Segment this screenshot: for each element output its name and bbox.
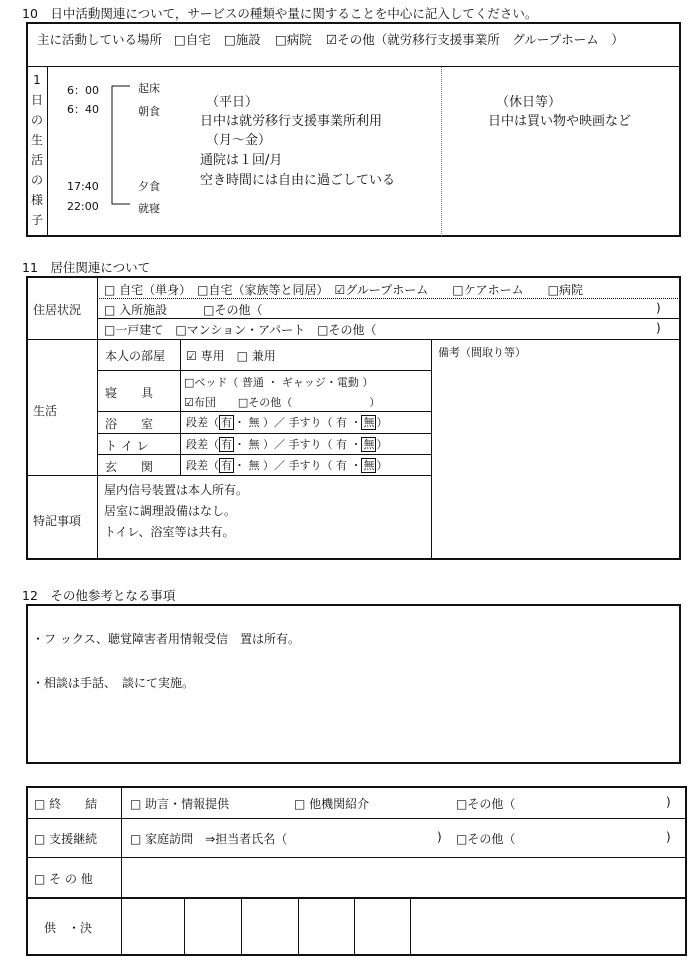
reference-line: ・相談は手話、 談にて実施。: [32, 676, 195, 690]
time-breakfast: 6：40: [67, 103, 99, 116]
divider: [97, 298, 680, 299]
section-12-heading: 12 その他参考となる事項: [22, 588, 176, 603]
weekday-line: 日中は就労移行支援事業所利用: [200, 114, 383, 129]
divider: [97, 370, 431, 371]
paren-close: ): [656, 321, 661, 335]
residence-options-row3[interactable]: □一戸建て □マンション・アパート □その他（: [104, 323, 377, 337]
divider: [27, 857, 686, 858]
main-place-label: 主に活動している場所: [37, 32, 163, 47]
paren-close: ): [656, 301, 661, 315]
paren-close: ): [666, 830, 671, 844]
section-11-heading: 11 居住関連について: [22, 260, 151, 275]
divider: [47, 67, 48, 236]
divider: [27, 339, 680, 340]
reference-line: ・フ ックス、聴覚障害者用情報受信 置は所有。: [32, 632, 301, 646]
residence-options-row2[interactable]: □ 入所施設 □その他（: [104, 303, 263, 317]
entrance-label: 玄 関: [105, 460, 154, 474]
approval-cell-divider: [410, 898, 411, 955]
entrance-step-options[interactable]: 段差（ 有 ・ 無 ）／ 手すり（ 有 ・ 無 ）: [186, 459, 388, 472]
holiday-heading: （休日等）: [496, 95, 562, 110]
divider: [97, 433, 431, 434]
holiday-line: 日中は買い物や映画など: [488, 114, 632, 129]
divider: [27, 475, 431, 476]
option-facility[interactable]: □施設: [224, 32, 261, 47]
divider: [431, 339, 432, 559]
toilet-step-options[interactable]: 段差（ 有 ・ 無 ）／ 手すり（ 有 ・ 無 ）: [186, 438, 388, 451]
advice-option[interactable]: □ 助言・情報提供: [130, 797, 230, 811]
paren-close: ): [666, 795, 671, 809]
section-10-heading: 10 日中活動関連について，サービスの種類や量に関することを中心に記入してください。: [22, 6, 538, 21]
divider: [97, 454, 431, 455]
own-room-label: 本人の部屋: [105, 349, 166, 363]
approval-cell-divider: [354, 898, 355, 955]
referral-option[interactable]: □ 他機関紹介: [294, 797, 370, 811]
event-dinner: 夕食: [138, 180, 160, 193]
selected-yes: 有: [221, 459, 232, 472]
daily-life-side-label: 1 日 の 生 活 の 様 子: [30, 73, 43, 227]
end-other-option[interactable]: □その他（: [456, 797, 516, 811]
divider: [441, 67, 442, 236]
time-dinner: 17:40: [67, 180, 99, 193]
toilet-label: ト イ レ: [105, 439, 149, 453]
time-bed: 22:00: [67, 200, 99, 213]
continue-support-option[interactable]: □ 支援継続: [34, 832, 98, 846]
selected-yes: 有: [221, 416, 232, 429]
event-wake: 起床: [138, 82, 160, 95]
weekday-line: （月～金）: [206, 133, 272, 148]
notes-label: 備考（間取り等）: [438, 346, 526, 359]
bedding-label: 寝 具: [105, 386, 154, 400]
paren-close: ): [437, 830, 442, 844]
weekday-line: 空き時間には自由に過ごしている: [200, 173, 396, 188]
option-other-checked[interactable]: ☑その他（就労移行支援事業所 グループホーム ）: [326, 32, 624, 47]
approval-cell-divider: [298, 898, 299, 955]
approval-cell-divider: [241, 898, 242, 955]
timeline-bracket: [100, 80, 140, 210]
weekday-heading: （平日）: [206, 95, 259, 110]
residence-label: 住居状況: [33, 303, 82, 317]
divider: [27, 818, 686, 819]
divider: [97, 318, 680, 319]
option-home[interactable]: □自宅: [174, 32, 211, 47]
event-breakfast: 朝食: [138, 105, 160, 118]
selected-no: 無: [363, 416, 375, 429]
selected-no: 無: [363, 438, 375, 451]
special-notes-label: 特記事項: [33, 514, 82, 528]
continue-other-option[interactable]: □その他（: [456, 832, 516, 846]
home-visit-option[interactable]: □ 家庭訪問 ⇒担当者氏名（: [130, 832, 288, 846]
life-label: 生活: [33, 404, 58, 418]
selected-yes: 有: [221, 438, 232, 451]
option-hospital[interactable]: □病院: [275, 32, 312, 47]
selected-no: 無: [363, 459, 375, 472]
special-note-line: トイレ、浴室等は共有。: [104, 525, 235, 539]
divider: [97, 277, 98, 559]
bedding-options-row1[interactable]: □ベッド（ 普通 ・ ギャッジ・電動 ）: [184, 376, 374, 389]
bedding-options-row2[interactable]: ☑布団 □その他（ ）: [184, 396, 381, 409]
approval-label: 供 ・決: [44, 921, 93, 935]
approval-cell-divider: [184, 898, 185, 955]
other-option[interactable]: □ そ の 他: [34, 872, 93, 886]
event-bed: 就寝: [138, 202, 160, 215]
residence-options-row1[interactable]: □ 自宅（単身） □自宅（家族等と同居） ☑グループホーム □ケアホーム □病院: [104, 283, 583, 297]
divider: [121, 787, 122, 955]
end-option[interactable]: □ 終 結: [34, 797, 98, 811]
special-note-line: 屋内信号装置は本人所有。: [104, 483, 249, 497]
weekday-line: 通院は１回/月: [200, 153, 283, 168]
time-wake: 6：00: [67, 84, 99, 97]
bath-label: 浴 室: [105, 417, 154, 431]
divider: [27, 897, 686, 899]
own-room-options[interactable]: ☑ 専用 □ 兼用: [186, 349, 276, 363]
divider: [97, 411, 431, 412]
special-note-line: 居室に調理設備はなし。: [104, 504, 237, 518]
bath-step-options[interactable]: 段差（ 有 ・ 無 ）／ 手すり（ 有 ・ 無 ）: [186, 416, 388, 429]
divider: [27, 66, 680, 67]
